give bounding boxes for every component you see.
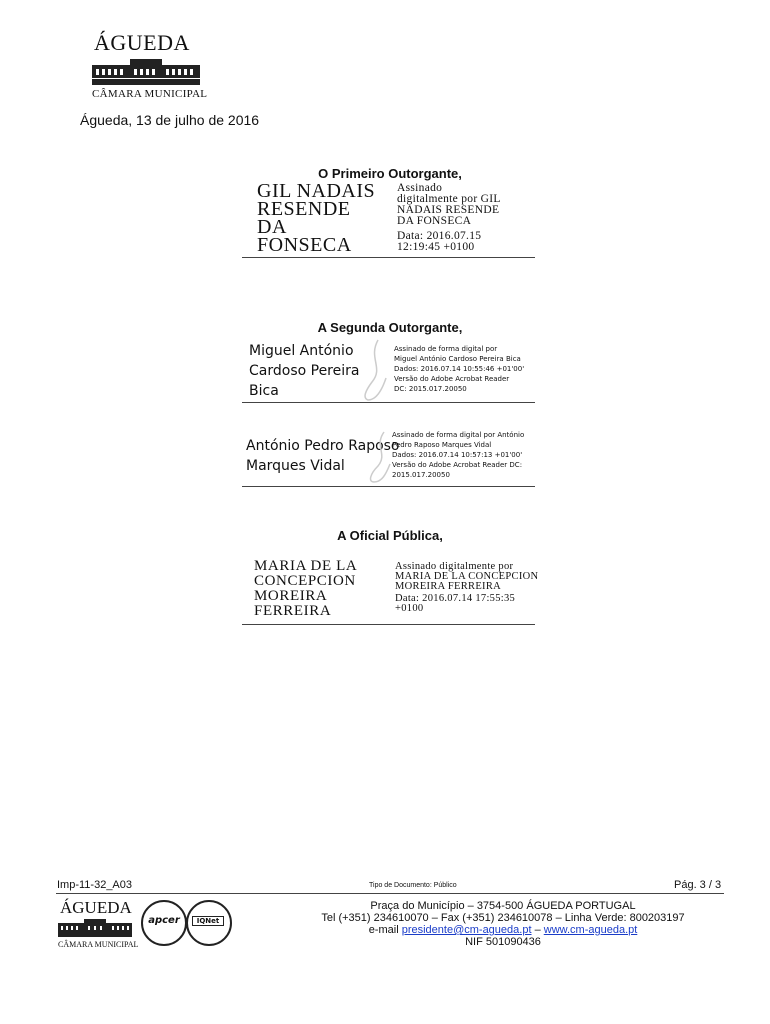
detail-line: Assinado (397, 182, 443, 194)
name-line: MOREIRA (254, 588, 328, 604)
signer-name-gil (257, 182, 375, 254)
name-line: António Pedro Raposo (246, 438, 400, 454)
detail-line: DA FONSECA (397, 215, 472, 227)
date-line: Data: 2016.07.14 17:55:35 (395, 593, 516, 604)
signature-details-maria (395, 562, 538, 614)
acrobat-signature-icon (358, 338, 392, 402)
town-hall-icon (58, 919, 132, 937)
detail-line: Assinado digitalmente por (395, 561, 514, 572)
signer-name-miguel (249, 341, 359, 401)
name-line: RESENDE (257, 198, 351, 220)
page-number: Pág. 3 / 3 (674, 879, 722, 891)
logo-subtitle: CÂMARA MUNICIPAL (58, 940, 139, 949)
name-line: MARIA DE LA (254, 558, 358, 574)
signature-line (242, 257, 535, 258)
logo-title: ÁGUEDA (60, 898, 132, 917)
name-line: FONSECA (257, 234, 352, 256)
name-line: Miguel António (249, 343, 354, 359)
contact-line (293, 924, 713, 936)
footer-logo (58, 898, 138, 950)
signature-line (242, 486, 535, 487)
email-prefix: e-mail (368, 924, 402, 936)
detail-line: Assinado de forma digital por (394, 345, 498, 353)
footer-address-block (293, 900, 713, 948)
address-line: Praça do Município – 3754-500 ÁGUEDA PORTUGAL (370, 900, 636, 912)
signature-details-gil (397, 183, 501, 253)
town-hall-icon (92, 59, 200, 85)
logo-subtitle: CÂMARA MUNICIPAL (92, 88, 208, 100)
badge-label: IQNet (192, 916, 224, 926)
date-line: +0100 (395, 603, 424, 614)
name-line: Cardoso Pereira (249, 363, 360, 379)
detail-line: NADAIS RESENDE (397, 204, 500, 216)
separator: – (531, 924, 544, 936)
document-code: Imp-11-32_A03 (57, 879, 133, 891)
detail-line: Dados: 2016.07.14 10:55:46 +01'00' (394, 365, 525, 373)
name-line: GIL NADAIS (257, 180, 376, 202)
detail-line: MARIA DE LA CONCEPCION (395, 571, 539, 582)
detail-line: Assinado de forma digital por António (392, 431, 525, 439)
signature-line (242, 624, 535, 625)
website-link[interactable]: www.cm-agueda.pt (543, 924, 638, 936)
name-line: DA (257, 216, 287, 238)
date-line: 12:19:45 +0100 (397, 241, 475, 253)
detail-line: Versão do Adobe Acrobat Reader (394, 375, 510, 383)
name-line: FERREIRA (254, 603, 332, 619)
badge-label: apcer (148, 915, 180, 926)
first-grantor-heading: O Primeiro Outorgante, (318, 166, 462, 181)
detail-line: DC: 2015.017.20050 (394, 385, 467, 393)
name-line: CONCEPCION (254, 573, 356, 589)
email-link[interactable]: presidente@cm-agueda.pt (401, 924, 532, 936)
apcer-certification-badge (141, 900, 187, 946)
iqnet-certification-badge (186, 900, 232, 946)
detail-line: digitalmente por GIL (397, 193, 501, 205)
detail-line: Dados: 2016.07.14 10:57:13 +01'00' (392, 451, 523, 459)
signer-name-maria (254, 559, 357, 619)
header-logo (88, 30, 208, 102)
logo-title: ÁGUEDA (94, 30, 190, 55)
phones-line: Tel (+351) 234610070 – Fax (+351) 234610078 – Linha Verde: 800203197 (321, 912, 685, 924)
signature-line (242, 402, 535, 403)
detail-line: Miguel António Cardoso Pereira Bica (394, 355, 521, 363)
name-line: Bica (249, 383, 279, 399)
detail-line: MOREIRA FERREIRA (395, 581, 502, 592)
name-line: Marques Vidal (246, 458, 345, 474)
detail-line: Versão do Adobe Acrobat Reader DC: (392, 461, 523, 469)
document-type: Tipo de Documento: Público (369, 882, 457, 889)
public-officer-heading: A Oficial Pública, (337, 528, 443, 543)
footer-divider (56, 893, 724, 894)
second-grantor-heading: A Segunda Outorgante, (317, 320, 463, 335)
date-line: Data: 2016.07.15 (397, 230, 482, 242)
signature-details-antonio (392, 430, 524, 480)
detail-line: Pedro Raposo Marques Vidal (392, 441, 492, 449)
signature-details-miguel (394, 344, 524, 394)
detail-line: 2015.017.20050 (392, 471, 450, 479)
nif-line: NIF 501090436 (465, 936, 541, 948)
document-date: Águeda, 13 de julho de 2016 (80, 112, 260, 128)
acrobat-signature-icon (362, 430, 396, 484)
